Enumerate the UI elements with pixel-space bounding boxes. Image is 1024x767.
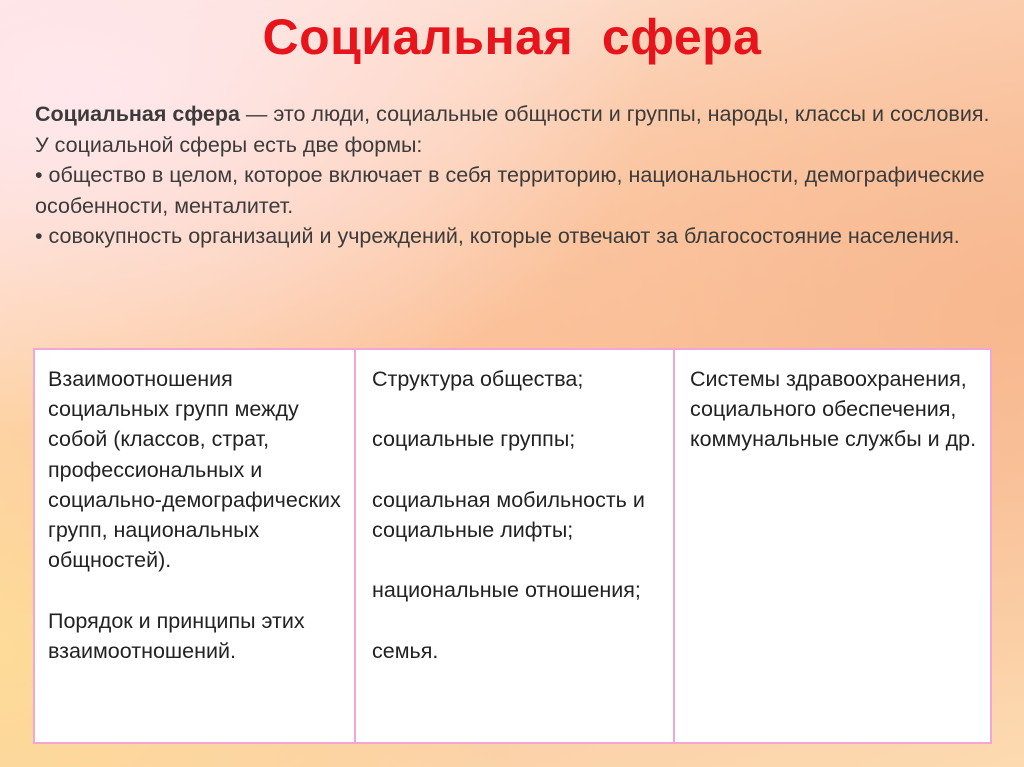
table-cell-text: Структура общества; (372, 367, 584, 391)
table-column-structure (354, 350, 673, 742)
table-column-systems (673, 350, 990, 742)
forms-lead: У социальной сферы есть две формы: (35, 132, 423, 157)
bullet-item: • совокупность организаций и учреждений, которые отвечают за благосостояние населения. (35, 224, 960, 248)
table-cell-text: семья. (372, 638, 439, 663)
definition-paragraph (35, 99, 1015, 130)
content-table (33, 348, 992, 744)
bullet-item: • общество в целом, которое включает в себя территорию, национальности, демографические особенности, менталитет. (35, 163, 985, 218)
definition-term: Социальная сфера (35, 102, 240, 126)
table-cell-text: социальная мобильность и социальные лифты; (372, 487, 645, 542)
slide-title: Социальная сфера (262, 9, 762, 65)
intro-text (35, 99, 1015, 252)
definition-text: — это люди, социальные общности и группы, народы, классы и сословия. (239, 102, 990, 126)
table-column-relations (35, 350, 354, 742)
table-cell-text: Порядок и принципы этих взаимоотношений. (48, 608, 305, 663)
table-cell-text: социальные группы; (372, 427, 576, 452)
table-cell-text: Взаимоотношения социальных групп между собой (классов, страт, профессиональных и социально-демографических групп, национальных общностей). (48, 367, 341, 573)
table-cell-text: национальные отношения; (372, 578, 641, 603)
table-cell-text: Системы здравоохранения, социального обеспечения, коммунальные службы и др. (690, 367, 977, 452)
